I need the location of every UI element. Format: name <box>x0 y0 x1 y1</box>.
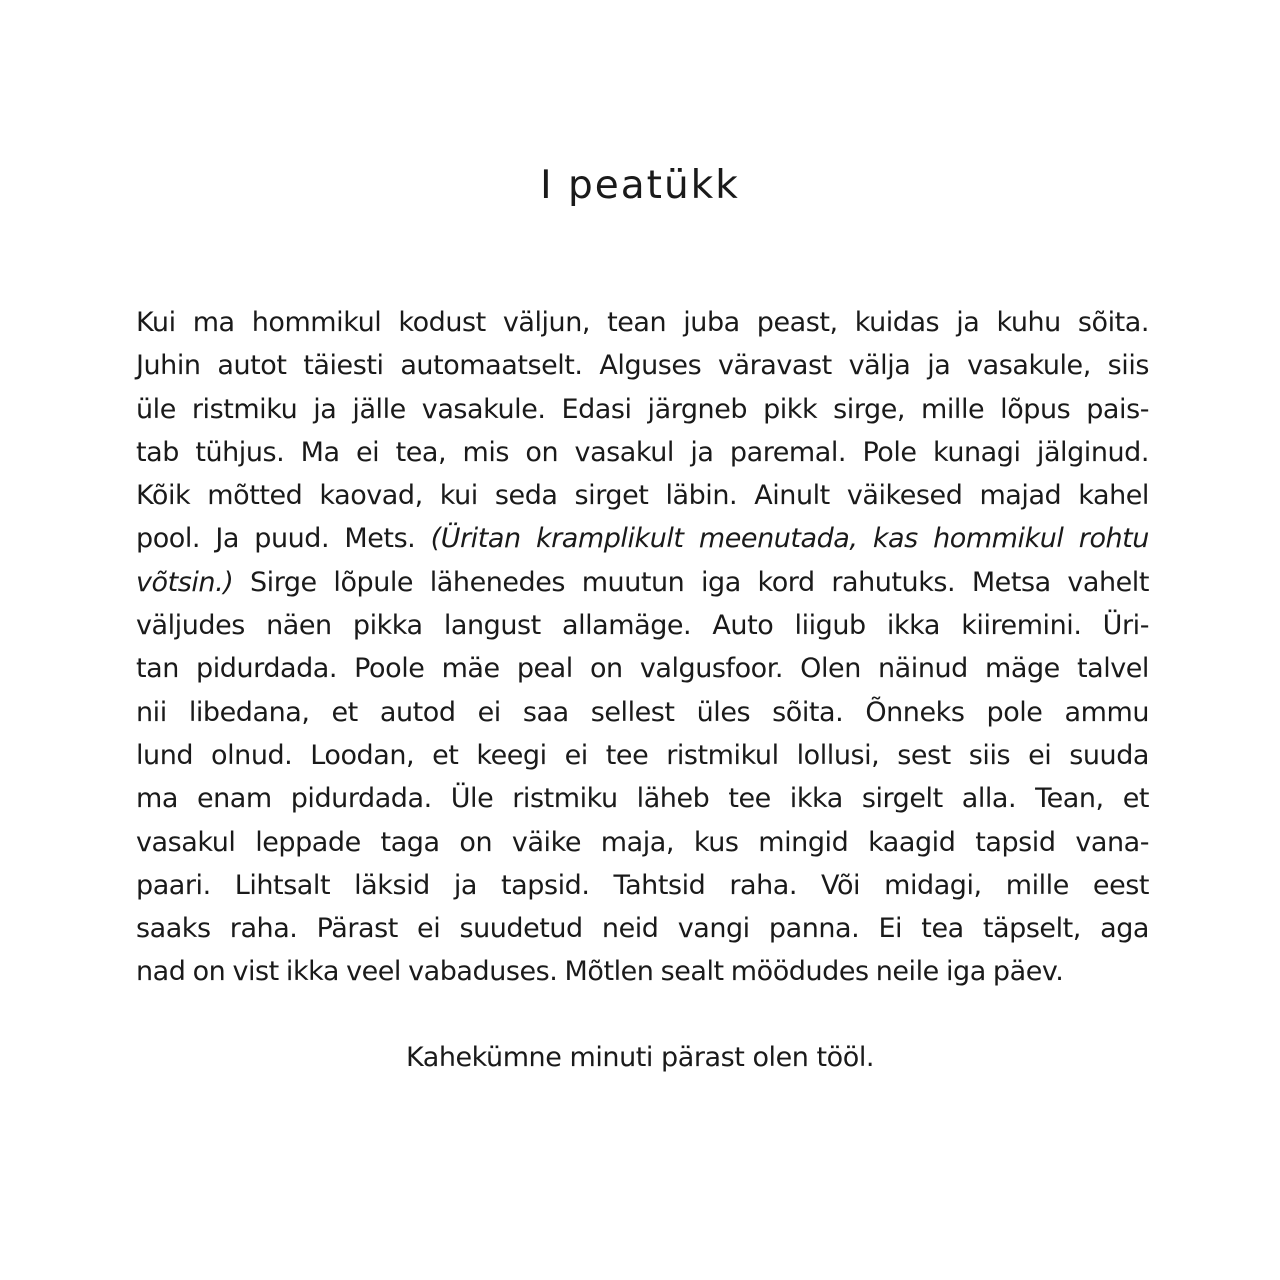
paragraph-line <box>136 561 1149 604</box>
body-paragraph <box>136 301 1149 994</box>
italic-aside: (Üritan kramplikult meenutada, kas hommikul rohtu <box>430 523 1149 555</box>
paragraph-line <box>136 950 1149 993</box>
paragraph-line <box>136 301 1149 344</box>
paragraph-line <box>136 388 1149 431</box>
paragraph-line <box>136 734 1149 777</box>
paragraph-line <box>136 517 1149 560</box>
text-segment: üle ristmiku ja jälle vasakule. Edasi järgneb pikk sirge, mille lõpus pais- <box>136 393 1149 425</box>
closing-line: Kahekümne minuti pärast olen tööl. <box>405 1042 875 1073</box>
text-segment: vasakul leppade taga on väike maja, kus mingid kaagid tapsid vana- <box>136 826 1149 858</box>
paragraph-line <box>136 344 1149 387</box>
text-segment: tan pidurdada. Poole mäe peal on valgusfoor. Olen näinud mäge talvel <box>136 653 1149 685</box>
paragraph-line <box>136 647 1149 690</box>
paragraph-line <box>136 821 1149 864</box>
italic-aside: võtsin.) <box>136 566 234 598</box>
text-segment: nad on vist ikka veel vabaduses. Mõtlen sealt möödudes neile iga päev. <box>136 956 1064 988</box>
text-segment: lund olnud. Loodan, et keegi ei tee ristmikul lollusi, sest siis ei suuda <box>136 739 1149 771</box>
paragraph-line <box>136 604 1149 647</box>
paragraph-line <box>136 474 1149 517</box>
text-segment: väljudes näen pikka langust allamäge. Auto liigub ikka kiiremini. Üri- <box>136 610 1149 642</box>
paragraph-line <box>136 431 1149 474</box>
paragraph-line <box>136 864 1149 907</box>
paragraph-line <box>136 907 1149 950</box>
text-segment: Kui ma hommikul kodust väljun, tean juba peast, kuidas ja kuhu sõita. <box>136 307 1149 338</box>
paragraph-line <box>136 777 1149 820</box>
text-segment: nii libedana, et autod ei saa sellest üles sõita. Õnneks pole ammu <box>136 696 1149 728</box>
text-segment: tab tühjus. Ma ei tea, mis on vasakul ja paremal. Pole kunagi jälginud. <box>136 436 1149 468</box>
text-segment: saaks raha. Pärast ei suudetud neid vangi panna. Ei tea täpselt, aga <box>136 913 1149 945</box>
paragraph-line <box>136 691 1149 734</box>
text-segment: Sirge lõpule lähenedes muutun iga kord rahutuks. Metsa vahelt <box>233 566 1149 598</box>
chapter-title: I peatükk <box>540 163 740 208</box>
text-segment: Kõik mõtted kaovad, kui seda sirget läbin. Ainult väikesed majad kahel <box>136 480 1149 512</box>
text-segment: pool. Ja puud. Mets. <box>136 523 431 555</box>
text-segment: Juhin autot täiesti automaatselt. Alguses väravast välja ja vasakule, siis <box>136 350 1149 382</box>
text-segment: paari. Lihtsalt läksid ja tapsid. Tahtsid raha. Või midagi, mille eest <box>136 869 1149 901</box>
text-segment: ma enam pidurdada. Üle ristmiku läheb tee ikka sirgelt alla. Tean, et <box>136 783 1149 815</box>
